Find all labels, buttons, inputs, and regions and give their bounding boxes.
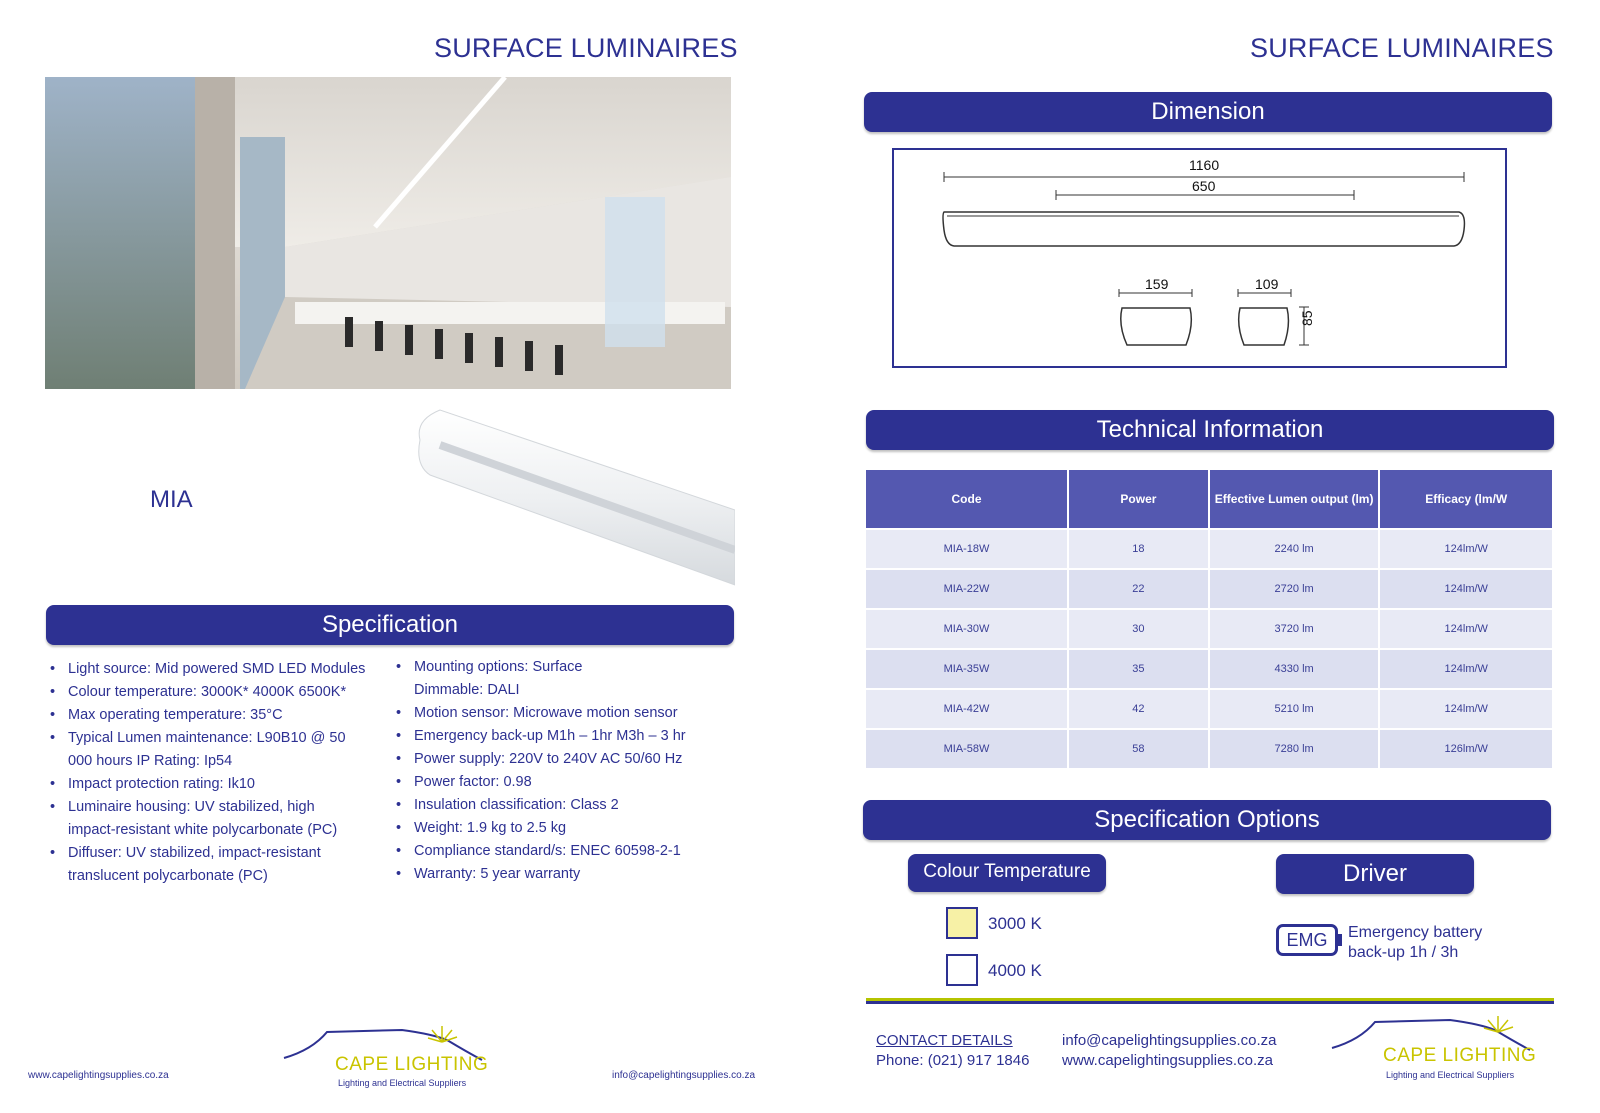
table-cell: 2720 lm xyxy=(1210,570,1379,608)
colour-temp-heading: Colour Temperature xyxy=(923,861,1091,882)
emg-badge xyxy=(1276,924,1338,956)
table-cell: 124lm/W xyxy=(1380,690,1552,728)
dimension-width-a: 159 xyxy=(1145,276,1169,292)
table-cell: 5210 lm xyxy=(1210,690,1379,728)
table-row xyxy=(866,730,1552,768)
table-cell: 3720 lm xyxy=(1210,610,1379,648)
table-cell: MIA-22W xyxy=(866,570,1067,608)
table-cell: 58 xyxy=(1069,730,1208,768)
specification-heading-bar xyxy=(46,605,734,645)
logo-name: CAPE LIGHTING xyxy=(335,1054,489,1075)
spec-item: • Luminaire housing: UV stabilized, high impact-resistant white polycarbonate (PC) xyxy=(46,796,366,842)
dimension-drawing xyxy=(892,148,1507,368)
table-cell: 124lm/W xyxy=(1380,530,1552,568)
technical-heading: Technical Information xyxy=(1096,416,1324,443)
spec-list-col2 xyxy=(392,656,712,886)
product-name: MIA xyxy=(150,486,193,513)
luminaire-drawing xyxy=(410,400,735,590)
technical-heading-bar xyxy=(866,410,1554,450)
emg-badge-text: EMG xyxy=(1286,930,1328,950)
table-cell: 126lm/W xyxy=(1380,730,1552,768)
cape-lighting-logo-right xyxy=(1330,1012,1540,1087)
footer-rule-blue xyxy=(866,1001,1554,1004)
table-cell: 35 xyxy=(1069,650,1208,688)
table-cell: MIA-58W xyxy=(866,730,1067,768)
spec-item: • Compliance standard/s: ENEC 60598-2-1 xyxy=(392,840,712,863)
dimension-length-mount: 650 xyxy=(1192,178,1216,194)
dimension-width-b: 109 xyxy=(1255,276,1279,292)
table-row xyxy=(866,690,1552,728)
table-row xyxy=(866,530,1552,568)
spec-item: • Colour temperature: 3000K* 4000K 6500K* xyxy=(46,681,366,704)
table-header-row xyxy=(866,470,1552,528)
table-row xyxy=(866,650,1552,688)
left-page-title: SURFACE LUMINAIRES xyxy=(434,33,738,63)
contact-heading: CONTACT DETAILS xyxy=(876,1032,1013,1049)
emg-description-line1: Emergency battery xyxy=(1348,924,1483,941)
table-cell: 30 xyxy=(1069,610,1208,648)
right-page-title: SURFACE LUMINAIRES xyxy=(1250,33,1554,63)
contact-email[interactable]: info@capelightingsupplies.co.za xyxy=(1062,1032,1277,1049)
table-cell: MIA-42W xyxy=(866,690,1067,728)
spec-item: • Typical Lumen maintenance: L90B10 @ 50 000 hours IP Rating: Ip54 xyxy=(46,727,366,773)
colour-label-3000k: 3000 K xyxy=(988,914,1042,933)
spec-item: • Diffuser: UV stabilized, impact-resistant translucent polycarbonate (PC) xyxy=(46,842,366,888)
spec-item: • Insulation classification: Class 2 xyxy=(392,794,712,817)
logo-name: CAPE LIGHTING xyxy=(1383,1045,1537,1066)
table-row xyxy=(866,570,1552,608)
logo-tagline: Lighting and Electrical Suppliers xyxy=(338,1078,467,1088)
table-cell: 42 xyxy=(1069,690,1208,728)
technical-table-wrap xyxy=(864,468,1554,770)
specification-heading: Specification xyxy=(321,611,459,638)
driver-heading: Driver xyxy=(1343,860,1407,887)
logo-tagline: Lighting and Electrical Suppliers xyxy=(1386,1070,1515,1080)
spec-item: • Max operating temperature: 35°C xyxy=(46,704,366,727)
options-heading-bar xyxy=(863,800,1551,840)
spec-item: • Warranty: 5 year warranty xyxy=(392,863,712,886)
dimension-length-total: 1160 xyxy=(1189,157,1220,173)
table-cell: 2240 lm xyxy=(1210,530,1379,568)
dimension-height: 85 xyxy=(1299,310,1315,326)
contact-website[interactable]: www.capelightingsupplies.co.za xyxy=(1062,1052,1273,1069)
technical-table xyxy=(864,468,1554,770)
table-cell: MIA-35W xyxy=(866,650,1067,688)
table-cell: 18 xyxy=(1069,530,1208,568)
table-cell: MIA-18W xyxy=(866,530,1067,568)
footer-email[interactable]: info@capelightingsupplies.co.za xyxy=(612,1070,756,1081)
options-heading: Specification Options xyxy=(1094,806,1320,833)
dimension-heading: Dimension xyxy=(1151,98,1265,125)
spec-list-col1 xyxy=(46,658,366,888)
emg-badge-tab xyxy=(1337,934,1342,946)
table-cell: 124lm/W xyxy=(1380,650,1552,688)
table-cell: 124lm/W xyxy=(1380,610,1552,648)
spec-item: • Mounting options: Surface Dimmable: DALI xyxy=(392,656,607,702)
table-cell: 7280 lm xyxy=(1210,730,1379,768)
colour-swatch-4000k xyxy=(946,954,978,986)
emg-description-line2: back-up 1h / 3h xyxy=(1348,944,1459,961)
spec-item: • Emergency back-up M1h – 1hr M3h – 3 hr xyxy=(392,725,712,748)
spec-item: • Light source: Mid powered SMD LED Modules xyxy=(46,658,366,681)
table-cell: 124lm/W xyxy=(1380,570,1552,608)
table-header: Code xyxy=(866,470,1067,528)
colour-label-4000k: 4000 K xyxy=(988,961,1042,980)
spec-item: • Motion sensor: Microwave motion sensor xyxy=(392,702,712,725)
table-row xyxy=(866,610,1552,648)
table-cell: 4330 lm xyxy=(1210,650,1379,688)
cape-lighting-logo xyxy=(282,1022,492,1094)
driver-heading-bar xyxy=(1276,854,1474,894)
colour-temp-heading-bar xyxy=(908,854,1106,892)
table-header: Power xyxy=(1069,470,1208,528)
colour-swatch-3000k xyxy=(946,907,978,939)
contact-phone[interactable]: Phone: (021) 917 1846 xyxy=(876,1052,1030,1069)
room-photo-illustration xyxy=(45,77,731,389)
luminaire-product-image xyxy=(410,400,735,590)
spec-item: • Power supply: 220V to 240V AC 50/60 Hz xyxy=(392,748,712,771)
dimension-heading-bar xyxy=(864,92,1552,132)
table-header: Effective Lumen output (lm) xyxy=(1210,470,1379,528)
footer-website[interactable]: www.capelightingsupplies.co.za xyxy=(28,1070,169,1081)
table-cell: 22 xyxy=(1069,570,1208,608)
spec-item: • Weight: 1.9 kg to 2.5 kg xyxy=(392,817,712,840)
room-photo xyxy=(45,77,731,389)
table-header: Efficacy (lm/W xyxy=(1380,470,1552,528)
spec-item: • Impact protection rating: Ik10 xyxy=(46,773,366,796)
spec-item: • Power factor: 0.98 xyxy=(392,771,712,794)
table-cell: MIA-30W xyxy=(866,610,1067,648)
